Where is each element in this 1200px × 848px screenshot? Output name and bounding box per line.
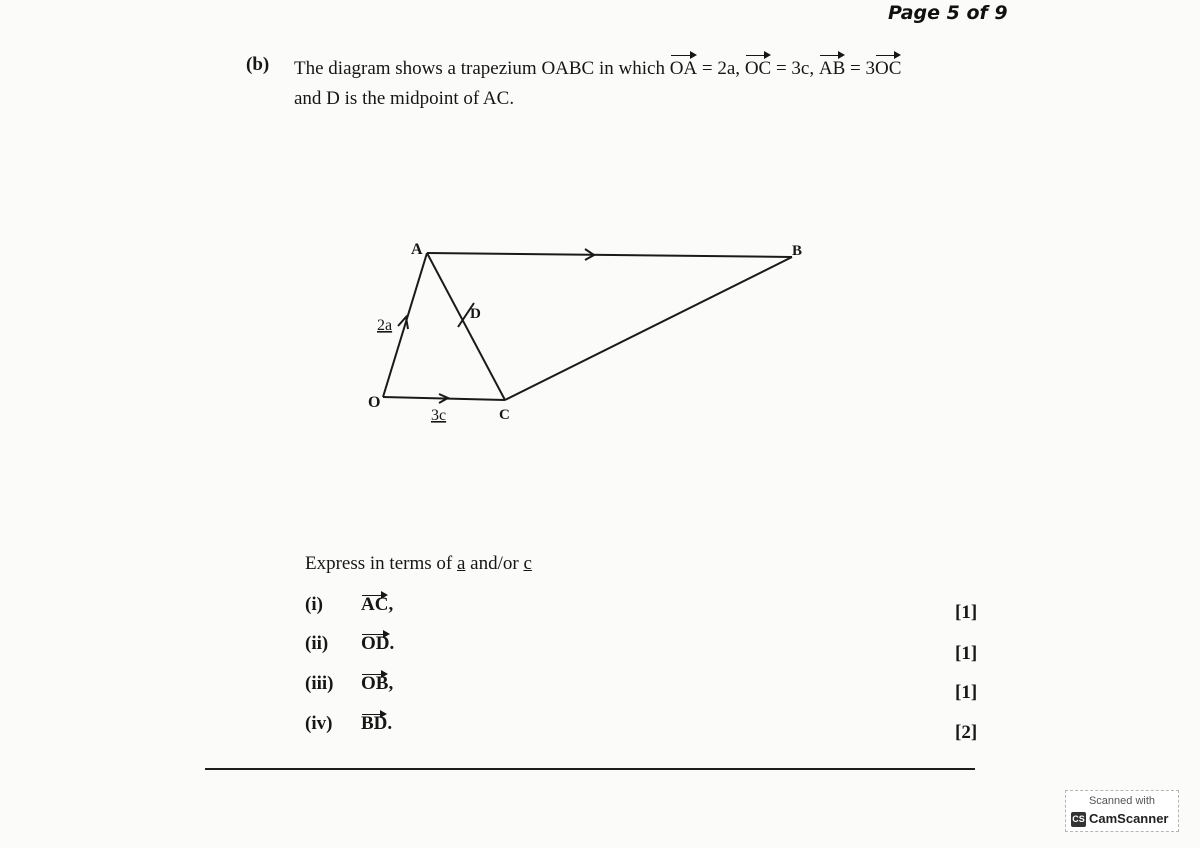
part-iv (305, 713, 392, 735)
label-c: C (499, 407, 510, 423)
instruction-a: a (456, 553, 466, 574)
vector-oc: OC (745, 54, 771, 84)
part-suffix: . (387, 713, 393, 734)
instruction-text: Express in terms of (305, 553, 453, 574)
watermark-name: CamScanner (1089, 811, 1169, 826)
part-suffix: , (388, 673, 394, 694)
divider-line (205, 768, 975, 770)
part-number: (iv) (305, 713, 333, 734)
edge-ab (427, 253, 792, 257)
vector-oa: OA (670, 54, 697, 84)
part-vector: OB (361, 673, 389, 694)
edge-ac (427, 253, 505, 400)
vector-oa-value: = 2a, (701, 58, 741, 79)
label-2a: 2a (377, 317, 393, 334)
edge-bc (505, 257, 792, 400)
part-vector: AC (361, 594, 389, 615)
label-a: A (411, 241, 423, 258)
part-vector: OD (361, 633, 390, 654)
label-3c: 3c (431, 407, 447, 424)
mark-iv: [2] (955, 722, 978, 743)
part-number: (i) (305, 594, 323, 615)
mark-iii: [1] (955, 682, 978, 703)
camscanner-logo-icon: CS (1071, 812, 1086, 827)
camscanner-watermark (1065, 790, 1179, 832)
intro-text: The diagram shows a trapezium OABC in which (294, 58, 665, 79)
vector-ab-value: = 3 (850, 58, 875, 79)
arrow-oa (398, 317, 408, 329)
part-suffix: , (388, 594, 394, 615)
watermark-top-text: Scanned with (1088, 795, 1156, 807)
part-iii (305, 673, 393, 695)
part-number: (ii) (305, 633, 329, 654)
question-label: (b) (246, 54, 270, 75)
question-intro (294, 54, 901, 114)
part-i (305, 594, 393, 616)
vector-oc-value: = 3c, (775, 58, 815, 79)
label-b: B (792, 243, 803, 259)
part-ii (305, 633, 394, 655)
vector-ab: AB (819, 54, 845, 84)
instruction-andor: and/or (470, 553, 519, 574)
part-number: (iii) (305, 673, 334, 694)
page-number: Page 5 of 9 (888, 2, 1008, 24)
mark-i: [1] (955, 602, 978, 623)
instruction (305, 553, 532, 575)
vector-ab-oc: OC (875, 54, 901, 84)
intro-line-1 (294, 54, 901, 84)
mark-ii: [1] (955, 643, 978, 664)
trapezium-diagram (340, 225, 820, 445)
instruction-c: c (523, 553, 532, 574)
label-o: O (368, 394, 381, 411)
label-d: D (470, 306, 481, 322)
part-suffix: . (389, 633, 395, 654)
intro-line-2: and D is the midpoint of AC. (294, 88, 515, 109)
part-vector: BD (361, 713, 388, 734)
